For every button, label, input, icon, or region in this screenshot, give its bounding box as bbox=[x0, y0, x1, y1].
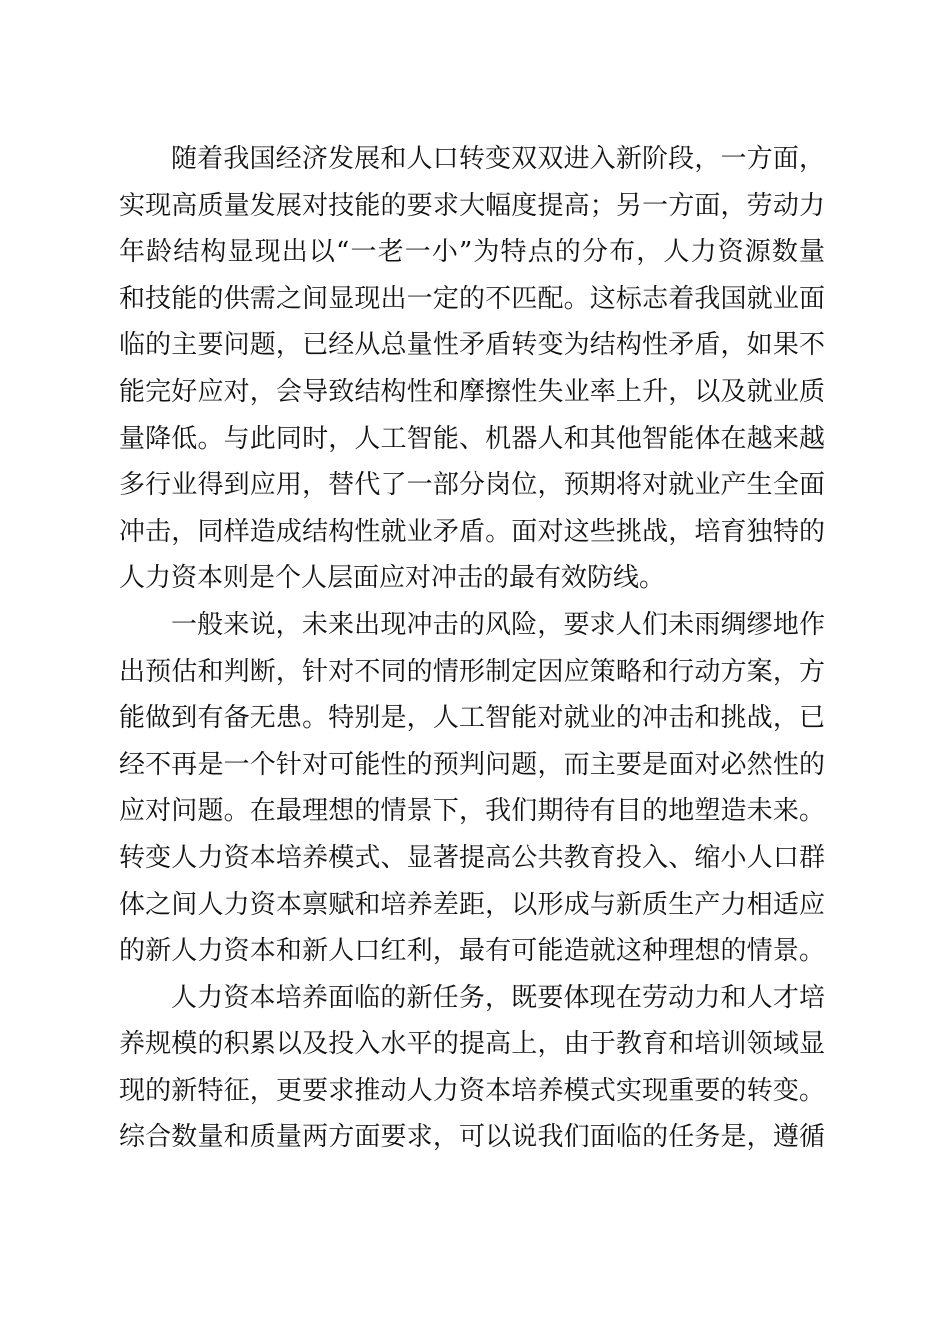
text-line: 体之间人力资本禀赋和培养差距，以形成与新质生产力相适应 bbox=[119, 889, 825, 920]
text-line: 转变人力资本培养模式、显著提高公共教育投入、缩小人口群 bbox=[119, 842, 825, 873]
text-line: 出预估和判断，针对不同的情形制定因应策略和行动方案，方 bbox=[119, 656, 825, 687]
text-line: 应对问题。在最理想的情景下，我们期待有目的地塑造未来。 bbox=[119, 796, 825, 827]
text-line: 临的主要问题，已经从总量性矛盾转变为结构性矛盾，如果不 bbox=[119, 330, 825, 361]
text-line: 的新人力资本和新人口红利，最有可能造就这种理想的情景。 bbox=[119, 936, 825, 967]
text-line: 多行业得到应用，替代了一部分岗位，预期将对就业产生全面 bbox=[119, 470, 825, 501]
text-line: 人力资本培养面临的新任务，既要体现在劳动力和人才培 bbox=[171, 982, 825, 1013]
text-line: 随着我国经济发展和人口转变双双进入新阶段，一方面， bbox=[171, 144, 825, 174]
text-line: 能完好应对，会导致结构性和摩擦性失业率上升，以及就业质 bbox=[119, 376, 825, 407]
paragraph-3 bbox=[119, 975, 825, 1161]
text-line: 年龄结构显现出以“一老一小”为特点的分布，人力资源数量 bbox=[119, 237, 825, 268]
text-line: 和技能的供需之间显现出一定的不匹配。这标志着我国就业面 bbox=[119, 283, 825, 314]
text-line: 养规模的积累以及投入水平的提高上，由于教育和培训领域显 bbox=[119, 1029, 825, 1060]
paragraph-1 bbox=[119, 136, 825, 602]
text-line: 人力资本则是个人层面应对冲击的最有效防线。 bbox=[119, 563, 666, 594]
text-line: 现的新特征，更要求推动人力资本培养模式实现重要的转变。 bbox=[119, 1075, 825, 1106]
text-line: 量降低。与此同时，人工智能、机器人和其他智能体在越来越 bbox=[119, 423, 825, 454]
body-text bbox=[119, 136, 825, 1161]
paragraph-2 bbox=[119, 602, 825, 975]
text-line: 综合数量和质量两方面要求，可以说我们面临的任务是，遵循 bbox=[119, 1122, 825, 1153]
text-line: 一般来说，未来出现冲击的风险，要求人们未雨绸缪地作 bbox=[171, 609, 825, 640]
text-line: 冲击，同样造成结构性就业矛盾。面对这些挑战，培育独特的 bbox=[119, 516, 825, 547]
text-line: 能做到有备无患。特别是，人工智能对就业的冲击和挑战，已 bbox=[119, 703, 825, 734]
text-line: 经不再是一个针对可能性的预判问题，而主要是面对必然性的 bbox=[119, 749, 825, 780]
text-line: 实现高质量发展对技能的要求大幅度提高；另一方面，劳动力 bbox=[119, 190, 825, 221]
